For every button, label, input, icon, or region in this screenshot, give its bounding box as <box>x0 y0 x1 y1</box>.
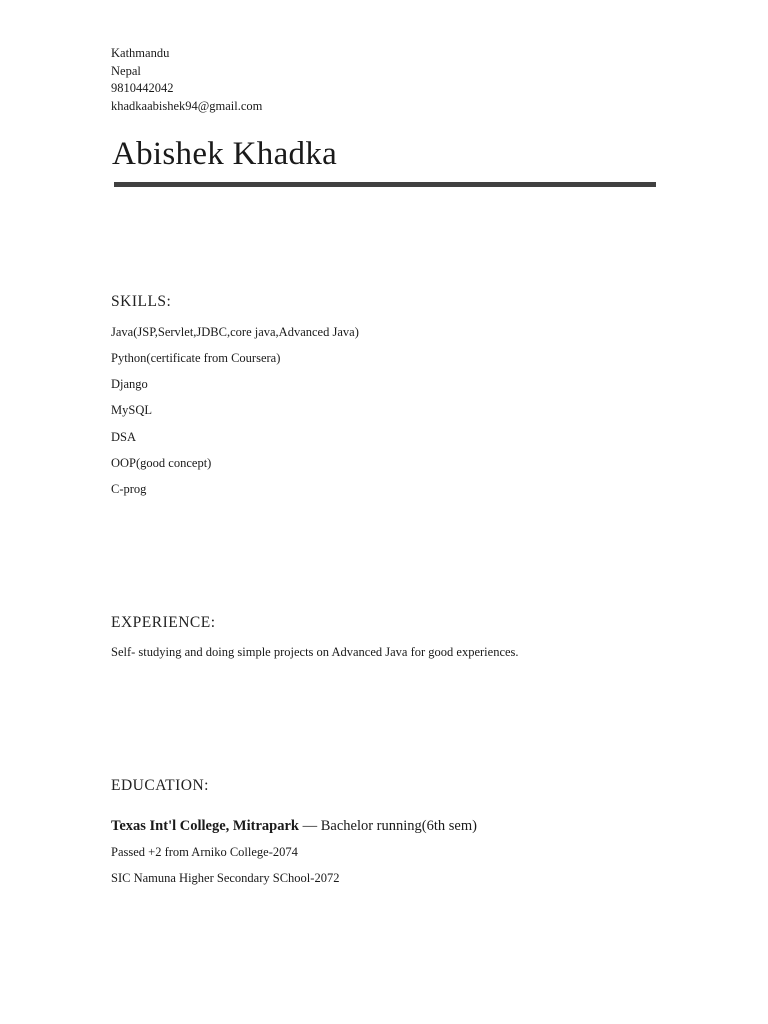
skill-item: DSA <box>111 430 137 444</box>
skill-item: C-prog <box>111 482 147 496</box>
education-degree: Bachelor running(6th sem) <box>320 818 477 834</box>
skills-heading: SKILLS: <box>111 293 172 310</box>
education-current <box>111 818 477 835</box>
contact-city: Kathmandu <box>111 46 170 60</box>
skill-item: Django <box>111 377 148 391</box>
experience-text: Self- studying and doing simple projects on Advanced Java for good experiences. <box>111 645 519 659</box>
title-divider <box>114 182 656 187</box>
contact-country: Nepal <box>111 63 141 78</box>
skill-item: Python(certificate from Coursera) <box>111 351 281 365</box>
education-separator: — <box>298 818 321 834</box>
education-line: SIC Namuna Higher Secondary SChool-2072 <box>111 871 340 885</box>
contact-email: khadkaabishek94@gmail.com <box>111 98 263 113</box>
education-line: Passed +2 from Arniko College-2074 <box>111 845 298 859</box>
skill-item: OOP(good concept) <box>111 456 212 470</box>
contact-phone: 9810442042 <box>111 81 174 95</box>
skill-item: Java(JSP,Servlet,JDBC,core java,Advanced Java) <box>111 325 359 339</box>
education-college: Texas Int'l College, Mitrapark <box>111 818 299 834</box>
education-heading: EDUCATION: <box>111 777 209 794</box>
experience-heading: EXPERIENCE: <box>111 614 216 631</box>
contact-block <box>111 45 262 115</box>
skill-item: MySQL <box>111 403 152 417</box>
resume-name: Abishek Khadka <box>112 136 338 172</box>
